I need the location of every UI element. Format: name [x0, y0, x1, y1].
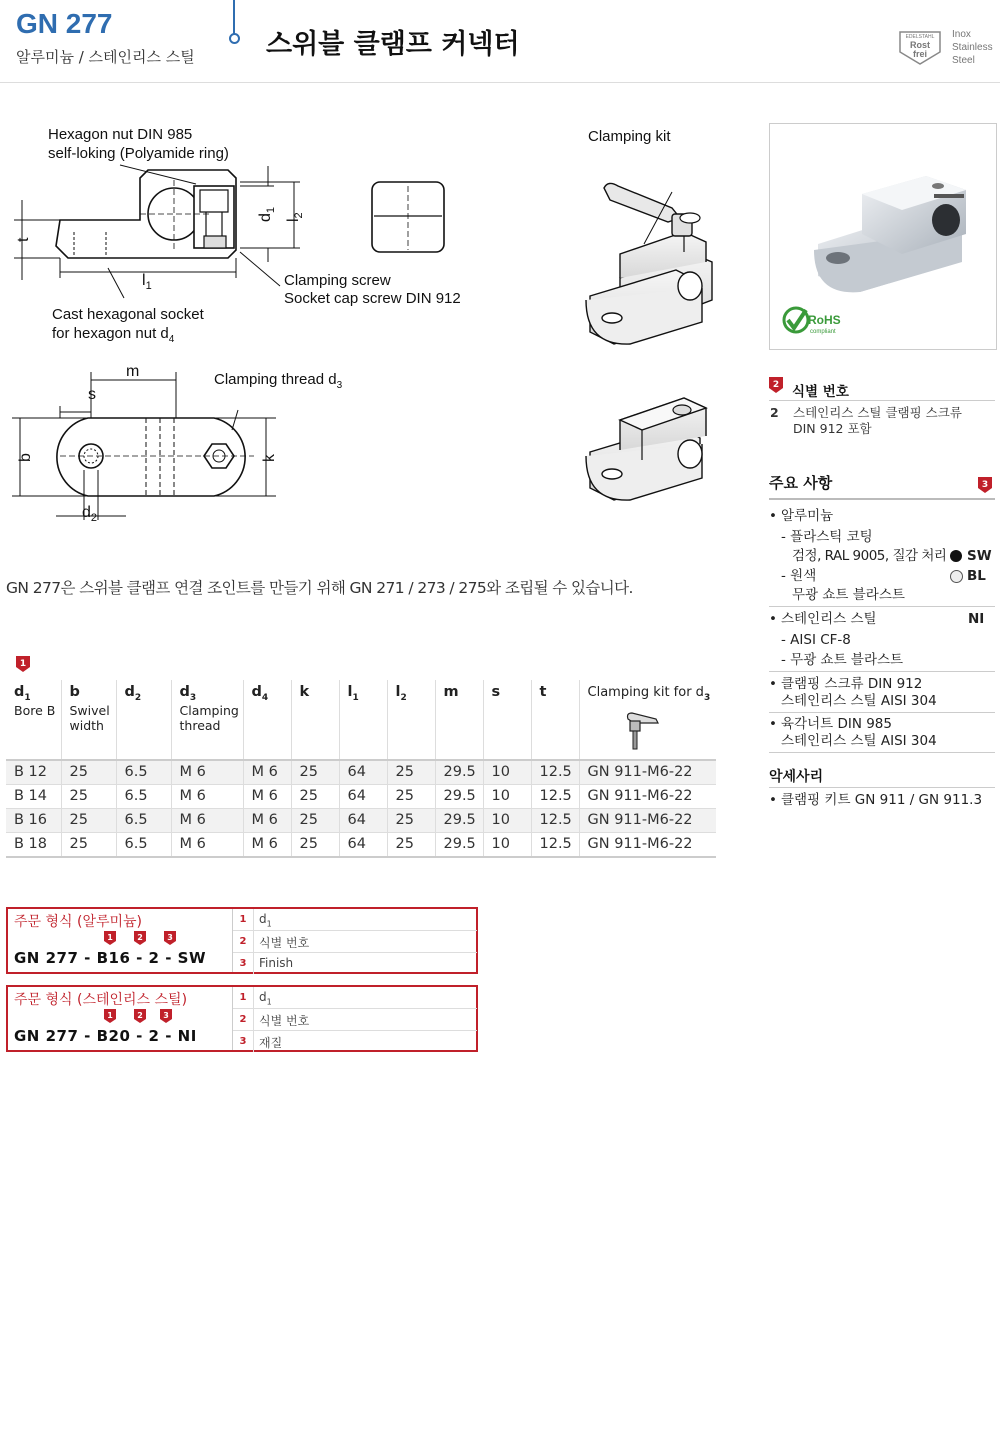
rohs-label: RoHS [808, 313, 841, 327]
alu-plastic: - 플라스틱 코팅 [781, 529, 873, 545]
table-cell: M 6 [243, 832, 291, 857]
marker-2-icon [769, 377, 783, 393]
table-cell: B 16 [6, 808, 61, 832]
table-cell: 12.5 [531, 760, 579, 785]
table-cell: B 12 [6, 760, 61, 785]
header-rule [0, 82, 1000, 83]
header-description: Bore B [14, 702, 56, 718]
dim-m: m [126, 363, 140, 380]
alu-natural: - 원색 [781, 568, 817, 584]
header-symbol: m [443, 684, 459, 700]
badge-top-text: EDELSTAHL [905, 34, 935, 40]
order-marker-text: 2 [137, 1011, 143, 1020]
header-subscript: 2 [134, 692, 142, 703]
legend-label-text: 식별 번호 [259, 936, 310, 950]
legend-label [259, 1034, 282, 1052]
legend-label-sub: 1 [266, 997, 272, 1007]
header-symbol: d [14, 684, 25, 700]
dim-b: b [17, 453, 34, 462]
header-subscript: 1 [352, 692, 359, 703]
legend-num: 3 [233, 953, 254, 974]
table-cell: GN 911-M6-22 [579, 784, 716, 808]
table-cell: 25 [387, 784, 435, 808]
black-dot-icon [950, 550, 962, 562]
rule [769, 671, 995, 672]
header-subscript: 4 [261, 692, 269, 703]
header-subscript: 3 [189, 692, 197, 703]
header-subscript: 3 [703, 692, 711, 703]
table-header-cell [6, 680, 61, 760]
table-cell: 6.5 [116, 784, 171, 808]
order-box [6, 907, 478, 974]
label-clamping-thread [214, 371, 343, 391]
table-cell: 64 [339, 808, 387, 832]
id-text-2: DIN 912 포함 [793, 421, 872, 436]
dim-d1 [257, 207, 277, 222]
order-legend-row [233, 909, 477, 931]
legend-label-text: d [259, 990, 267, 1004]
table-cell: M 6 [171, 832, 243, 857]
dim-l2-main: l [285, 218, 302, 222]
table-header-cell [171, 680, 243, 760]
table-cell: 29.5 [435, 832, 483, 857]
dim-d1-sub: 1 [265, 206, 277, 214]
alu-plastic-detail: 검정, RAL 9005, 질감 처리 [792, 548, 947, 564]
table-cell: 29.5 [435, 808, 483, 832]
label-clamping-screw: Clamping screw [284, 272, 391, 289]
order-marker-text: 1 [107, 1011, 113, 1020]
legend-label-text: d [259, 912, 267, 926]
table-header-cell [339, 680, 387, 760]
rule [769, 606, 995, 607]
screw-line-1: 클램핑 스크류 DIN 912 [781, 676, 923, 692]
page-title: 스위블 클램프 커넥터 [266, 29, 520, 60]
table-cell: 25 [387, 832, 435, 857]
badge-side-line: Steel [952, 55, 975, 66]
marker-3-text: 3 [981, 480, 989, 490]
label-hexagon-nut: Hexagon nut DIN 985 [48, 126, 193, 143]
bullet: • [769, 792, 777, 808]
table-header-cell [291, 680, 339, 760]
order-marker-text: 2 [137, 933, 143, 942]
order-marker-icon [164, 931, 176, 945]
table-cell: 12.5 [531, 784, 579, 808]
code-sw: SW [967, 548, 992, 564]
legend-num: 2 [233, 931, 254, 952]
alu-natural-detail: 무광 쇼트 블라스트 [792, 587, 905, 603]
table-header-cell [116, 680, 171, 760]
table-cell: B 14 [6, 784, 61, 808]
header-symbol: d [179, 684, 190, 700]
header-symbol: Clamping kit for d [587, 685, 704, 700]
ss-aisi: - AISI CF-8 [781, 632, 851, 648]
header-divider-dot [229, 33, 240, 44]
table-header-cell [61, 680, 116, 760]
table-row [6, 808, 716, 832]
legend-label [259, 1012, 309, 1030]
label-for-nut-sub: 4 [168, 334, 175, 345]
order-legend-row [233, 1031, 477, 1052]
table-cell: M 6 [171, 784, 243, 808]
table-row [6, 760, 716, 785]
table-cell: 25 [61, 832, 116, 857]
dim-l2 [285, 212, 305, 222]
legend-num: 3 [233, 1031, 254, 1052]
product-photo [769, 123, 997, 350]
rohs-logo [782, 302, 852, 342]
marker-2-text: 2 [772, 380, 780, 390]
order-legend-row [233, 953, 477, 974]
order-marker-text: 1 [107, 933, 113, 942]
table-cell: 25 [291, 784, 339, 808]
marker-3-icon [978, 477, 992, 493]
table-cell: 25 [291, 808, 339, 832]
ss-finish: - 무광 쇼트 블라스트 [781, 652, 904, 668]
legend-label-text: 식별 번호 [259, 1014, 310, 1028]
label-clamping-thread-sub: 3 [336, 380, 343, 391]
dim-t: t [15, 237, 32, 242]
bullet: • [769, 716, 777, 732]
order-legend [232, 909, 477, 972]
table-header-cell [483, 680, 531, 760]
clamping-lever-icon [622, 707, 662, 753]
marker-1-icon [16, 656, 30, 672]
table-cell: GN 911-M6-22 [579, 760, 716, 785]
bullet: • [769, 611, 777, 627]
id-title: 식별 번호 [792, 384, 849, 400]
technical-drawing [0, 90, 760, 530]
legend-label-sub: 1 [266, 919, 272, 929]
table-cell: M 6 [171, 808, 243, 832]
table-cell: 64 [339, 760, 387, 785]
bullet: • [769, 676, 777, 692]
badge-side-line: Stainless [952, 42, 993, 53]
badge-side-line: Inox [952, 29, 971, 40]
rule [769, 752, 995, 753]
label-clamping-kit: Clamping kit [588, 128, 671, 145]
order-title: 주문 형식 (알루미늄) [14, 914, 143, 930]
order-marker-text: 3 [167, 933, 173, 942]
legend-label [259, 912, 272, 928]
order-box [6, 985, 478, 1052]
header-description: Clamping thread [179, 702, 239, 733]
table-cell: 6.5 [116, 760, 171, 785]
table-cell: B 18 [6, 832, 61, 857]
table-cell: 10 [483, 760, 531, 785]
table-header-cell [435, 680, 483, 760]
rostfrei-badge-icon [898, 30, 942, 66]
grey-dot-icon [950, 570, 963, 583]
spec-table [6, 680, 716, 858]
table-body [6, 760, 716, 857]
marker-1-text: 1 [19, 659, 27, 669]
product-code: GN 277 [16, 8, 113, 39]
label-cast-socket: Cast hexagonal socket [52, 306, 204, 323]
legend-num: 1 [233, 909, 254, 930]
order-legend-row [233, 987, 477, 1009]
header-symbol: l [347, 684, 353, 700]
table-cell: GN 911-M6-22 [579, 832, 716, 857]
description: GN 277은 스위블 클램프 연결 조인트를 만들기 위해 GN 271 / 273 / 275와 조립될 수 있습니다. [6, 579, 633, 597]
order-legend-row [233, 931, 477, 953]
table-row [6, 832, 716, 857]
screw-line-2: 스테인리스 스틸 AISI 304 [781, 693, 937, 709]
order-legend [232, 987, 477, 1050]
dim-d2-main: d [82, 504, 91, 521]
table-cell: 12.5 [531, 832, 579, 857]
dim-d2 [82, 504, 97, 524]
table-header-cell [579, 680, 716, 760]
label-clamping-thread-text: Clamping thread d [214, 371, 337, 388]
table-row [6, 784, 716, 808]
table-cell: 10 [483, 808, 531, 832]
order-title: 주문 형식 (스테인리스 스틸) [14, 992, 188, 1008]
badge-word2: frei [912, 49, 928, 59]
alu-label: 알루미늄 [781, 508, 834, 524]
legend-label [259, 956, 293, 972]
legend-label [259, 990, 272, 1006]
order-marker-icon [104, 931, 116, 945]
bullet: • [769, 508, 777, 524]
dim-s: s [88, 386, 96, 403]
ss-label: 스테인리스 스틸 [781, 611, 877, 627]
dim-l2-sub: 2 [293, 212, 305, 219]
rule [769, 498, 995, 500]
dim-d2-sub: 2 [90, 512, 98, 524]
label-for-nut [52, 325, 175, 345]
rohs-check-icon [782, 302, 852, 338]
table-cell: M 6 [243, 784, 291, 808]
order-code: GN 277 - B16 - 2 - SW [14, 949, 207, 967]
dim-k: k [261, 454, 278, 462]
table-header-cell [531, 680, 579, 760]
table-cell: M 6 [171, 760, 243, 785]
table-header-cell [243, 680, 291, 760]
table-header-cell [387, 680, 435, 760]
table-cell: 25 [61, 760, 116, 785]
code-ni: NI [968, 611, 985, 627]
main-title: 주요 사항 [769, 474, 833, 492]
dim-l1-main: l [142, 272, 146, 289]
table-cell: M 6 [243, 808, 291, 832]
table-header-row [6, 680, 716, 760]
acc-title: 악세사리 [769, 769, 824, 785]
dim-l1 [142, 272, 152, 292]
legend-label-text: 재질 [259, 1036, 283, 1050]
dim-l1-sub: 1 [145, 280, 152, 292]
rohs-sub: compliant [810, 329, 836, 335]
table-cell: M 6 [243, 760, 291, 785]
table-cell: 64 [339, 832, 387, 857]
table-cell: 29.5 [435, 784, 483, 808]
acc-item: 클램핑 키트 GN 911 / GN 911.3 [781, 792, 983, 808]
table-cell: 25 [387, 808, 435, 832]
table-cell: 12.5 [531, 808, 579, 832]
header-divider-line [233, 0, 235, 34]
id-text-1: 스테인리스 스틸 클램핑 스크류 [793, 405, 962, 420]
id-num: 2 [770, 405, 779, 420]
header-description: Swivel width [69, 702, 110, 733]
header-symbol: l [395, 684, 401, 700]
label-socket-cap: Socket cap screw DIN 912 [284, 290, 461, 307]
legend-num: 2 [233, 1009, 254, 1030]
table-cell: 6.5 [116, 832, 171, 857]
header-subscript: 1 [24, 692, 31, 703]
table-cell: 6.5 [116, 808, 171, 832]
order-marker-icon [134, 931, 146, 945]
table-cell: 64 [339, 784, 387, 808]
rule [769, 400, 995, 401]
order-code: GN 277 - B20 - 2 - NI [14, 1027, 197, 1045]
table-cell: 10 [483, 832, 531, 857]
order-marker-icon [160, 1009, 172, 1023]
header-symbol: d [251, 684, 262, 700]
nut-line-2: 스테인리스 스틸 AISI 304 [781, 733, 937, 749]
dim-d1-main: d [257, 213, 274, 222]
order-legend-row [233, 1009, 477, 1031]
order-marker-icon [134, 1009, 146, 1023]
table-cell: 25 [61, 808, 116, 832]
table-cell: 25 [387, 760, 435, 785]
material-subtitle: 알루미늄 / 스테인리스 스틸 [16, 48, 195, 66]
table-cell: GN 911-M6-22 [579, 808, 716, 832]
header-symbol: d [124, 684, 135, 700]
order-marker-icon [104, 1009, 116, 1023]
order-marker-text: 3 [163, 1011, 169, 1020]
legend-label-text: Finish [259, 956, 294, 970]
header-subscript: 2 [400, 692, 407, 703]
label-self-locking: self-loking (Polyamide ring) [48, 145, 229, 162]
legend-num: 1 [233, 987, 254, 1008]
header-symbol: t [539, 684, 547, 700]
header-symbol: s [491, 684, 501, 700]
nut-line-1: 육각너트 DIN 985 [781, 716, 892, 732]
table-cell: 25 [291, 760, 339, 785]
badge-side-text [952, 28, 993, 67]
label-for-nut-text: for hexagon nut d [52, 325, 169, 342]
code-bl: BL [967, 568, 986, 584]
table-cell: 25 [61, 784, 116, 808]
rule [769, 712, 995, 713]
legend-label [259, 934, 309, 952]
table-cell: 10 [483, 784, 531, 808]
rule [769, 787, 995, 788]
header-symbol: b [69, 684, 80, 700]
table-cell: 25 [291, 832, 339, 857]
badge-word1: Rost [910, 40, 930, 50]
table-cell: 29.5 [435, 760, 483, 785]
header-symbol: k [299, 684, 310, 700]
